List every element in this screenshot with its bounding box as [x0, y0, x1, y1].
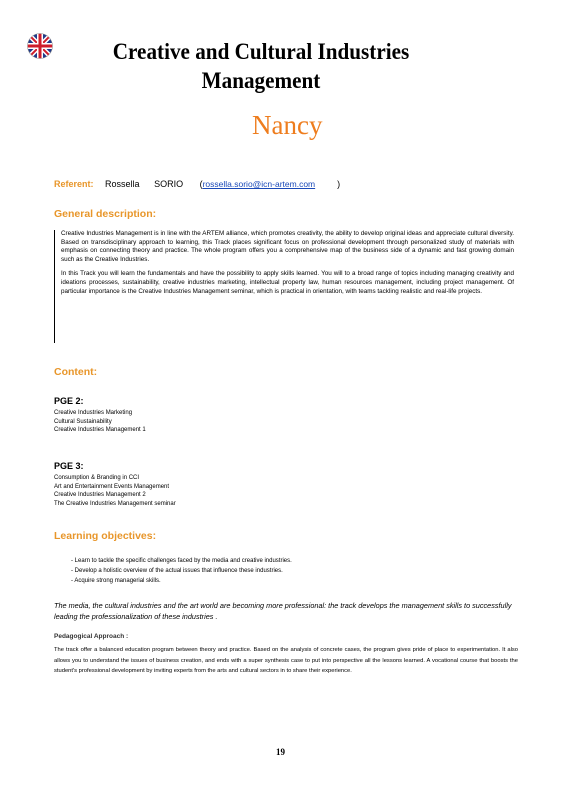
referent-email-link[interactable]: rossella.sorio@icn-artem.com	[202, 179, 316, 189]
referent-line	[54, 179, 340, 189]
pge3-item: The Creative Industries Management seminar	[54, 500, 176, 507]
referent-last-name: SORIO	[154, 179, 184, 189]
page-number: 19	[276, 747, 285, 757]
pge3-item: Creative Industries Management 2	[54, 492, 146, 498]
pedagogical-text: The track offer a balanced education program between theory and practice. Based on the analysis of concrete cases, the program gives pride of place to experimentation. It also allows you to understand the issues of business creation, and ends with a super synthesis case to put into perspective all the lessons learned. A vocational course that boosts the student's professional development by inviting experts from the arts and cultural sectors in to share their experience.	[54, 647, 518, 674]
pge2-item: Creative Industries Management 1	[54, 427, 146, 433]
objectives-statement: The media, the cultural industries and the art world are becoming more professional: the track develops the management skills to successfully leading the professionalization of these industries .	[54, 601, 512, 621]
referent-open-paren: (	[199, 179, 203, 189]
uk-flag-icon	[27, 33, 53, 59]
pge3-block	[54, 461, 176, 508]
description-paragraph-2: In this Track you will learn the fundamentals and have the possibility to apply skills learned. You will to a broad range of topics including managing creativity and ideations processes, sustainability, creative industries marketing, intellectual property law, human resources management, including project management. Of particular importance is the Creative Industries Management seminar, which is practical in orientation, with teams tackling realistic and real-life projects.	[61, 270, 514, 295]
pge3-item: Art and Entertainment Events Management	[54, 483, 170, 490]
pge2-title: PGE 2:	[54, 396, 84, 406]
referent-close-paren: )	[337, 179, 341, 189]
pge3-item: Consumption & Branding in CCI	[54, 475, 140, 481]
pge3-title: PGE 3:	[54, 461, 84, 471]
objective-item: - Learn to tackle the specific challenges faced by the media and creative industries.	[71, 558, 292, 564]
general-description-box	[54, 230, 514, 343]
pedagogical-text-block	[54, 645, 518, 677]
learning-objectives-list	[71, 556, 451, 586]
description-paragraph-1: Creative Industries Management is in line with the ARTEM alliance, which promotes creativity, the ability to develop original ideas and appreciate cultural diversity. Based on transdisciplinary approach to learning, this Track places significant focus on professional development through personalized study of materials with emphasis on connecting theory and practice. The whole program offers you a comprehensive map of the business side of a dynamic and fast growing domain such as the Creative Industries.	[61, 230, 514, 263]
pedagogical-heading: Pedagogical Approach :	[54, 633, 129, 640]
pge2-item: Cultural Sustainability	[54, 418, 112, 425]
pge2-item: Creative Industries Marketing	[54, 410, 133, 416]
objective-item: - Acquire strong managerial skills.	[71, 578, 161, 584]
learning-objectives-heading: Learning objectives:	[54, 530, 157, 542]
content-heading: Content:	[54, 366, 98, 378]
title-line-2: Management	[201, 68, 321, 93]
objective-item: - Develop a holistic overview of the actual issues that influence these industries.	[71, 568, 283, 574]
referent-first-name: Rossella	[105, 179, 140, 189]
referent-label: Referent:	[54, 179, 94, 189]
city-name: Nancy	[252, 110, 323, 140]
pge2-block	[54, 396, 146, 435]
title-line-1: Creative and Cultural Industries	[112, 39, 410, 64]
general-description-heading: General description:	[54, 208, 157, 220]
page-title	[105, 37, 418, 95]
